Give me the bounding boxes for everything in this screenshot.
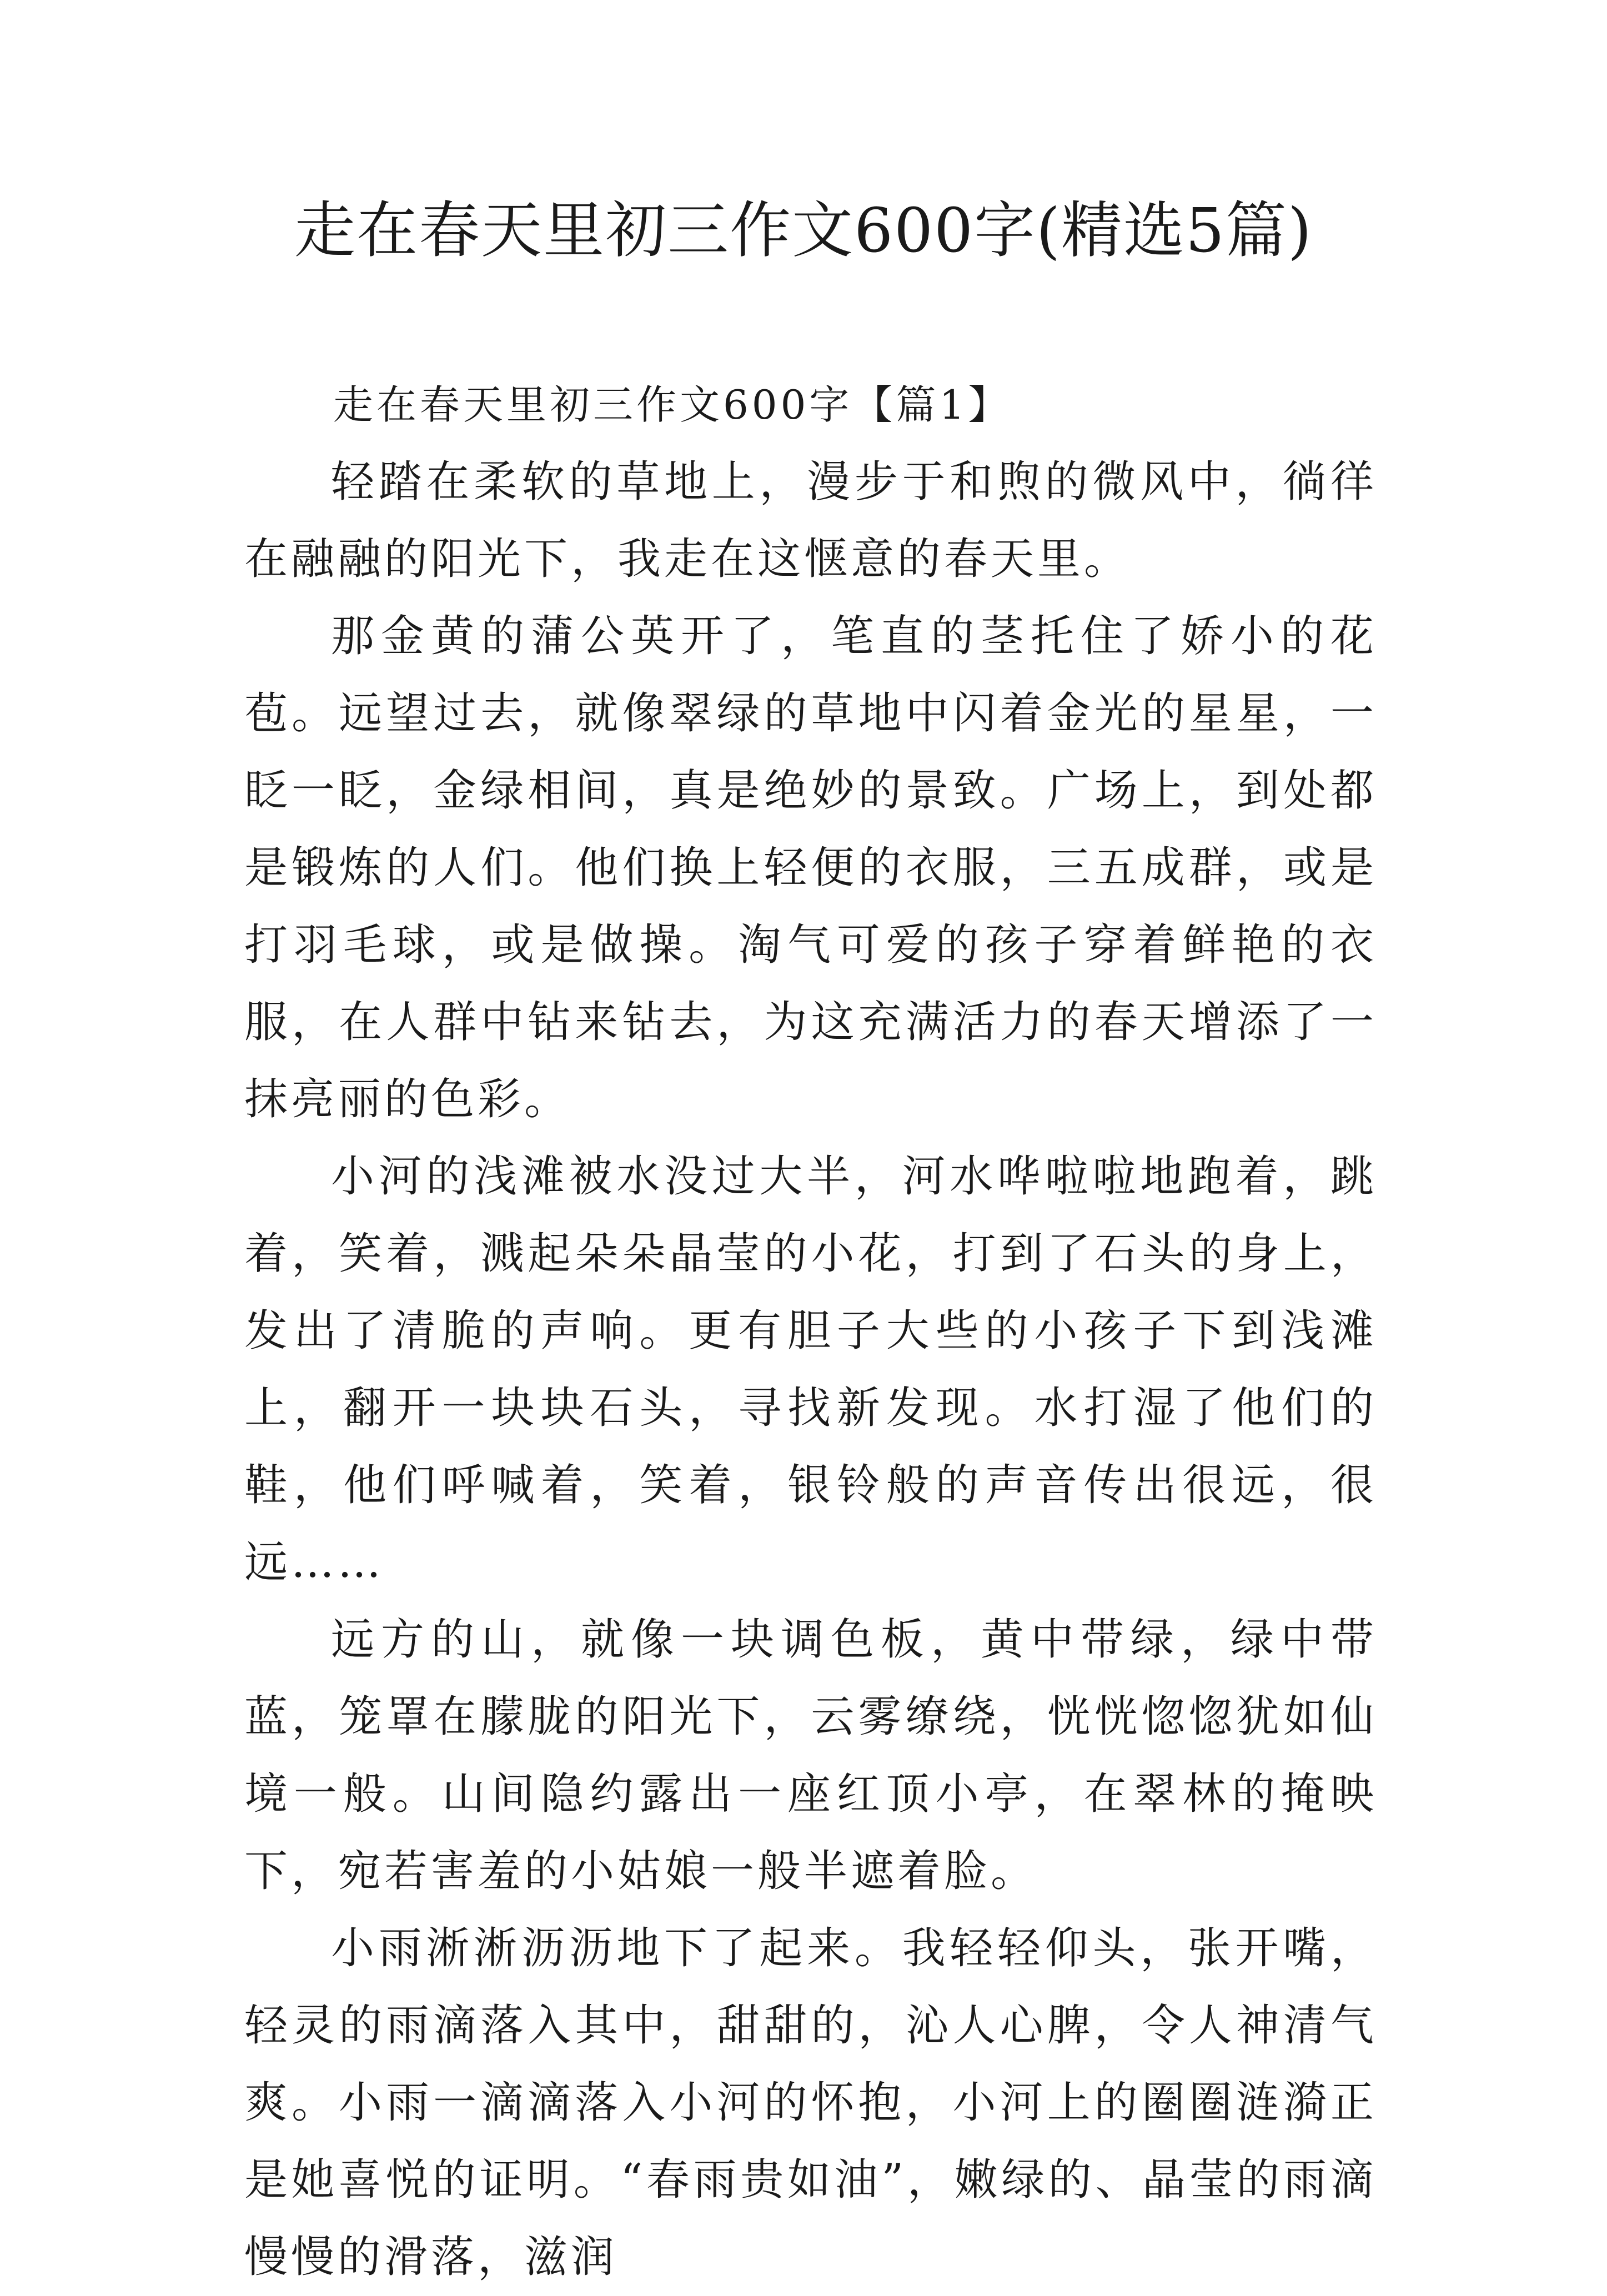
paragraph-3: 小河的浅滩被水没过大半，河水哗啦啦地跑着，跳着，笑着，溅起朵朵晶莹的小花，打到了石头的身上，发出了清脆的声响。更有胆子大些的小孩子下到浅滩上，翻开一块块石头，寻找新发现。水打湿了他们的鞋，他们呼喊着，笑着，银铃般的声音传出很远，很远……: [244, 1152, 1377, 1587]
section-heading: 走在春天里初三作文600字【篇1】: [333, 381, 1012, 428]
paragraph-1: 轻踏在柔软的草地上，漫步于和煦的微风中，徜徉在融融的阳光下，我走在这惬意的春天里。: [244, 457, 1377, 584]
paragraph-4: 远方的山，就像一块调色板，黄中带绿，绿中带蓝，笼罩在朦胧的阳光下，云雾缭绕，恍恍惚惚犹如仙境一般。山间隐约露出一座红顶小亭，在翠林的掩映下，宛若害羞的小姑娘一般半遮着脸。: [244, 1615, 1377, 1896]
document-title: 走在春天里初三作文600字(精选5篇): [294, 195, 1313, 266]
paragraph-2: 那金黄的蒲公英开了，笔直的茎托住了娇小的花苞。远望过去，就像翠绿的草地中闪着金光的星星，一眨一眨，金绿相间，真是绝妙的景致。广场上，到处都是锻炼的人们。他们换上轻便的衣服，三五成群，或是打羽毛球，或是做操。淘气可爱的孩子穿着鲜艳的衣服，在人群中钻来钻去，为这充满活力的春天增添了一抹亮丽的色彩。: [244, 611, 1377, 1124]
paragraph-5: 小雨淅淅沥沥地下了起来。我轻轻仰头，张开嘴，轻灵的雨滴落入其中，甜甜的，沁人心脾，令人神清气爽。小雨一滴滴落入小河的怀抱，小河上的圈圈涟漪正是她喜悦的证明。“春雨贵如油”，嫩绿的、晶莹的雨滴慢慢的滑落，滋润: [244, 1923, 1377, 2282]
document-body: [244, 366, 1377, 2296]
